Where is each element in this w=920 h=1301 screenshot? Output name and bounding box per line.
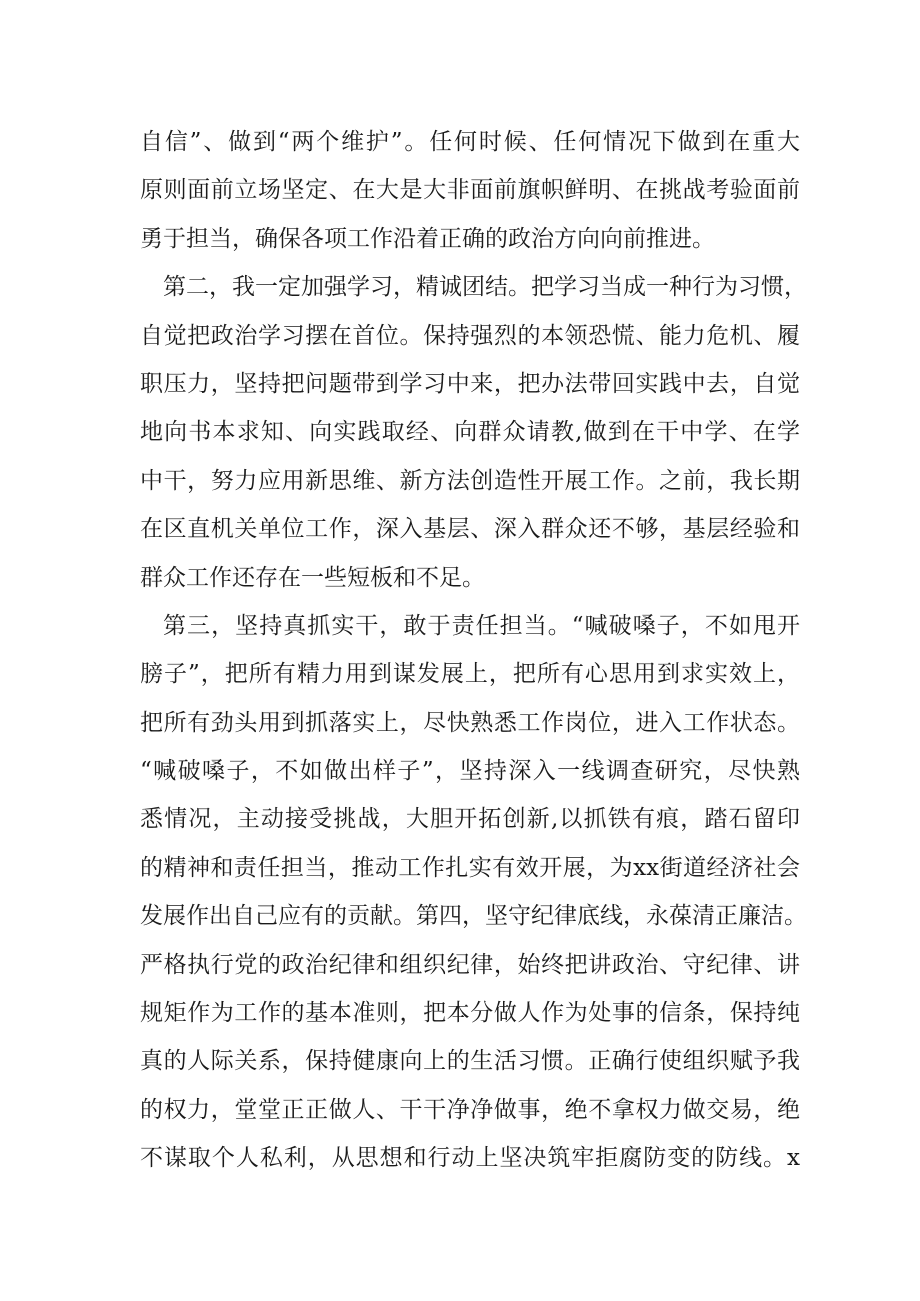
- text-line: 发展作出自己应有的贡献。第四，坚守纪律底线，永葆清正廉洁。: [140, 903, 807, 930]
- text-line: 在区直机关单位工作，深入基层、深入群众还不够，基层经验和: [140, 516, 800, 543]
- text-line: 原则面前立场坚定、在大是大非面前旗帜鲜明、在挑战考验面前: [140, 177, 800, 204]
- text-line: 悉情况，主动接受挑战，大胆开拓创新,以抓铁有痕，踏石留印: [140, 806, 800, 833]
- text-line: 严格执行党的政治纪律和组织纪律，始终把讲政治、守纪律、讲: [140, 951, 800, 978]
- text-line: 自觉把政治学习摆在首位。保持强烈的本领恐慌、能力危机、履: [140, 322, 800, 349]
- text-line: 规矩作为工作的基本准则，把本分做人作为处事的信条，保持纯: [140, 1000, 800, 1027]
- text-line: 把所有劲头用到抓落实上，尽快熟悉工作岗位，进入工作状态。: [140, 709, 800, 736]
- document-body: [140, 118, 807, 1183]
- text-line: 群众工作还存在一些短板和不足。: [140, 564, 485, 591]
- text-line: “喊破嗓子，不如做出样子”，坚持深入一线调查研究，尽快熟: [140, 758, 800, 785]
- paragraph-start-line: 第二，我一定加强学习，精诚团结。把学习当成一种行为习惯，: [163, 274, 807, 301]
- paragraph-start-line: 第三，坚持真抓实干，敢于责任担当。“喊破嗓子，不如甩开: [163, 612, 800, 639]
- text-line: 职压力，坚持把问题带到学习中来，把办法带回实践中去，自觉: [140, 370, 800, 397]
- text-line: 的精神和责任担当，推动工作扎实有效开展，为xx街道经济社会: [140, 854, 800, 881]
- text-line: 真的人际关系，保持健康向上的生活习惯。正确行使组织赋予我: [140, 1048, 800, 1075]
- text-line: 中干，努力应用新思维、新方法创造性开展工作。之前，我长期: [140, 467, 800, 494]
- text-line: 勇于担当，确保各项工作沿着正确的政治方向向前推进。: [140, 225, 715, 252]
- text-line: 膀子”，把所有精力用到谋发展上，把所有心思用到求实效上，: [140, 661, 800, 688]
- text-line: 的权力，堂堂正正做人、干干净净做事，绝不拿权力做交易，绝: [140, 1096, 800, 1123]
- text-line: 不谋取个人私利，从思想和行动上坚决筑牢拒腐防变的防线。x: [140, 1145, 800, 1172]
- text-line: 地向书本求知、向实践取经、向群众请教,做到在干中学、在学: [140, 419, 800, 446]
- text-line: 自信”、做到“两个维护”。任何时候、任何情况下做到在重大: [140, 129, 800, 155]
